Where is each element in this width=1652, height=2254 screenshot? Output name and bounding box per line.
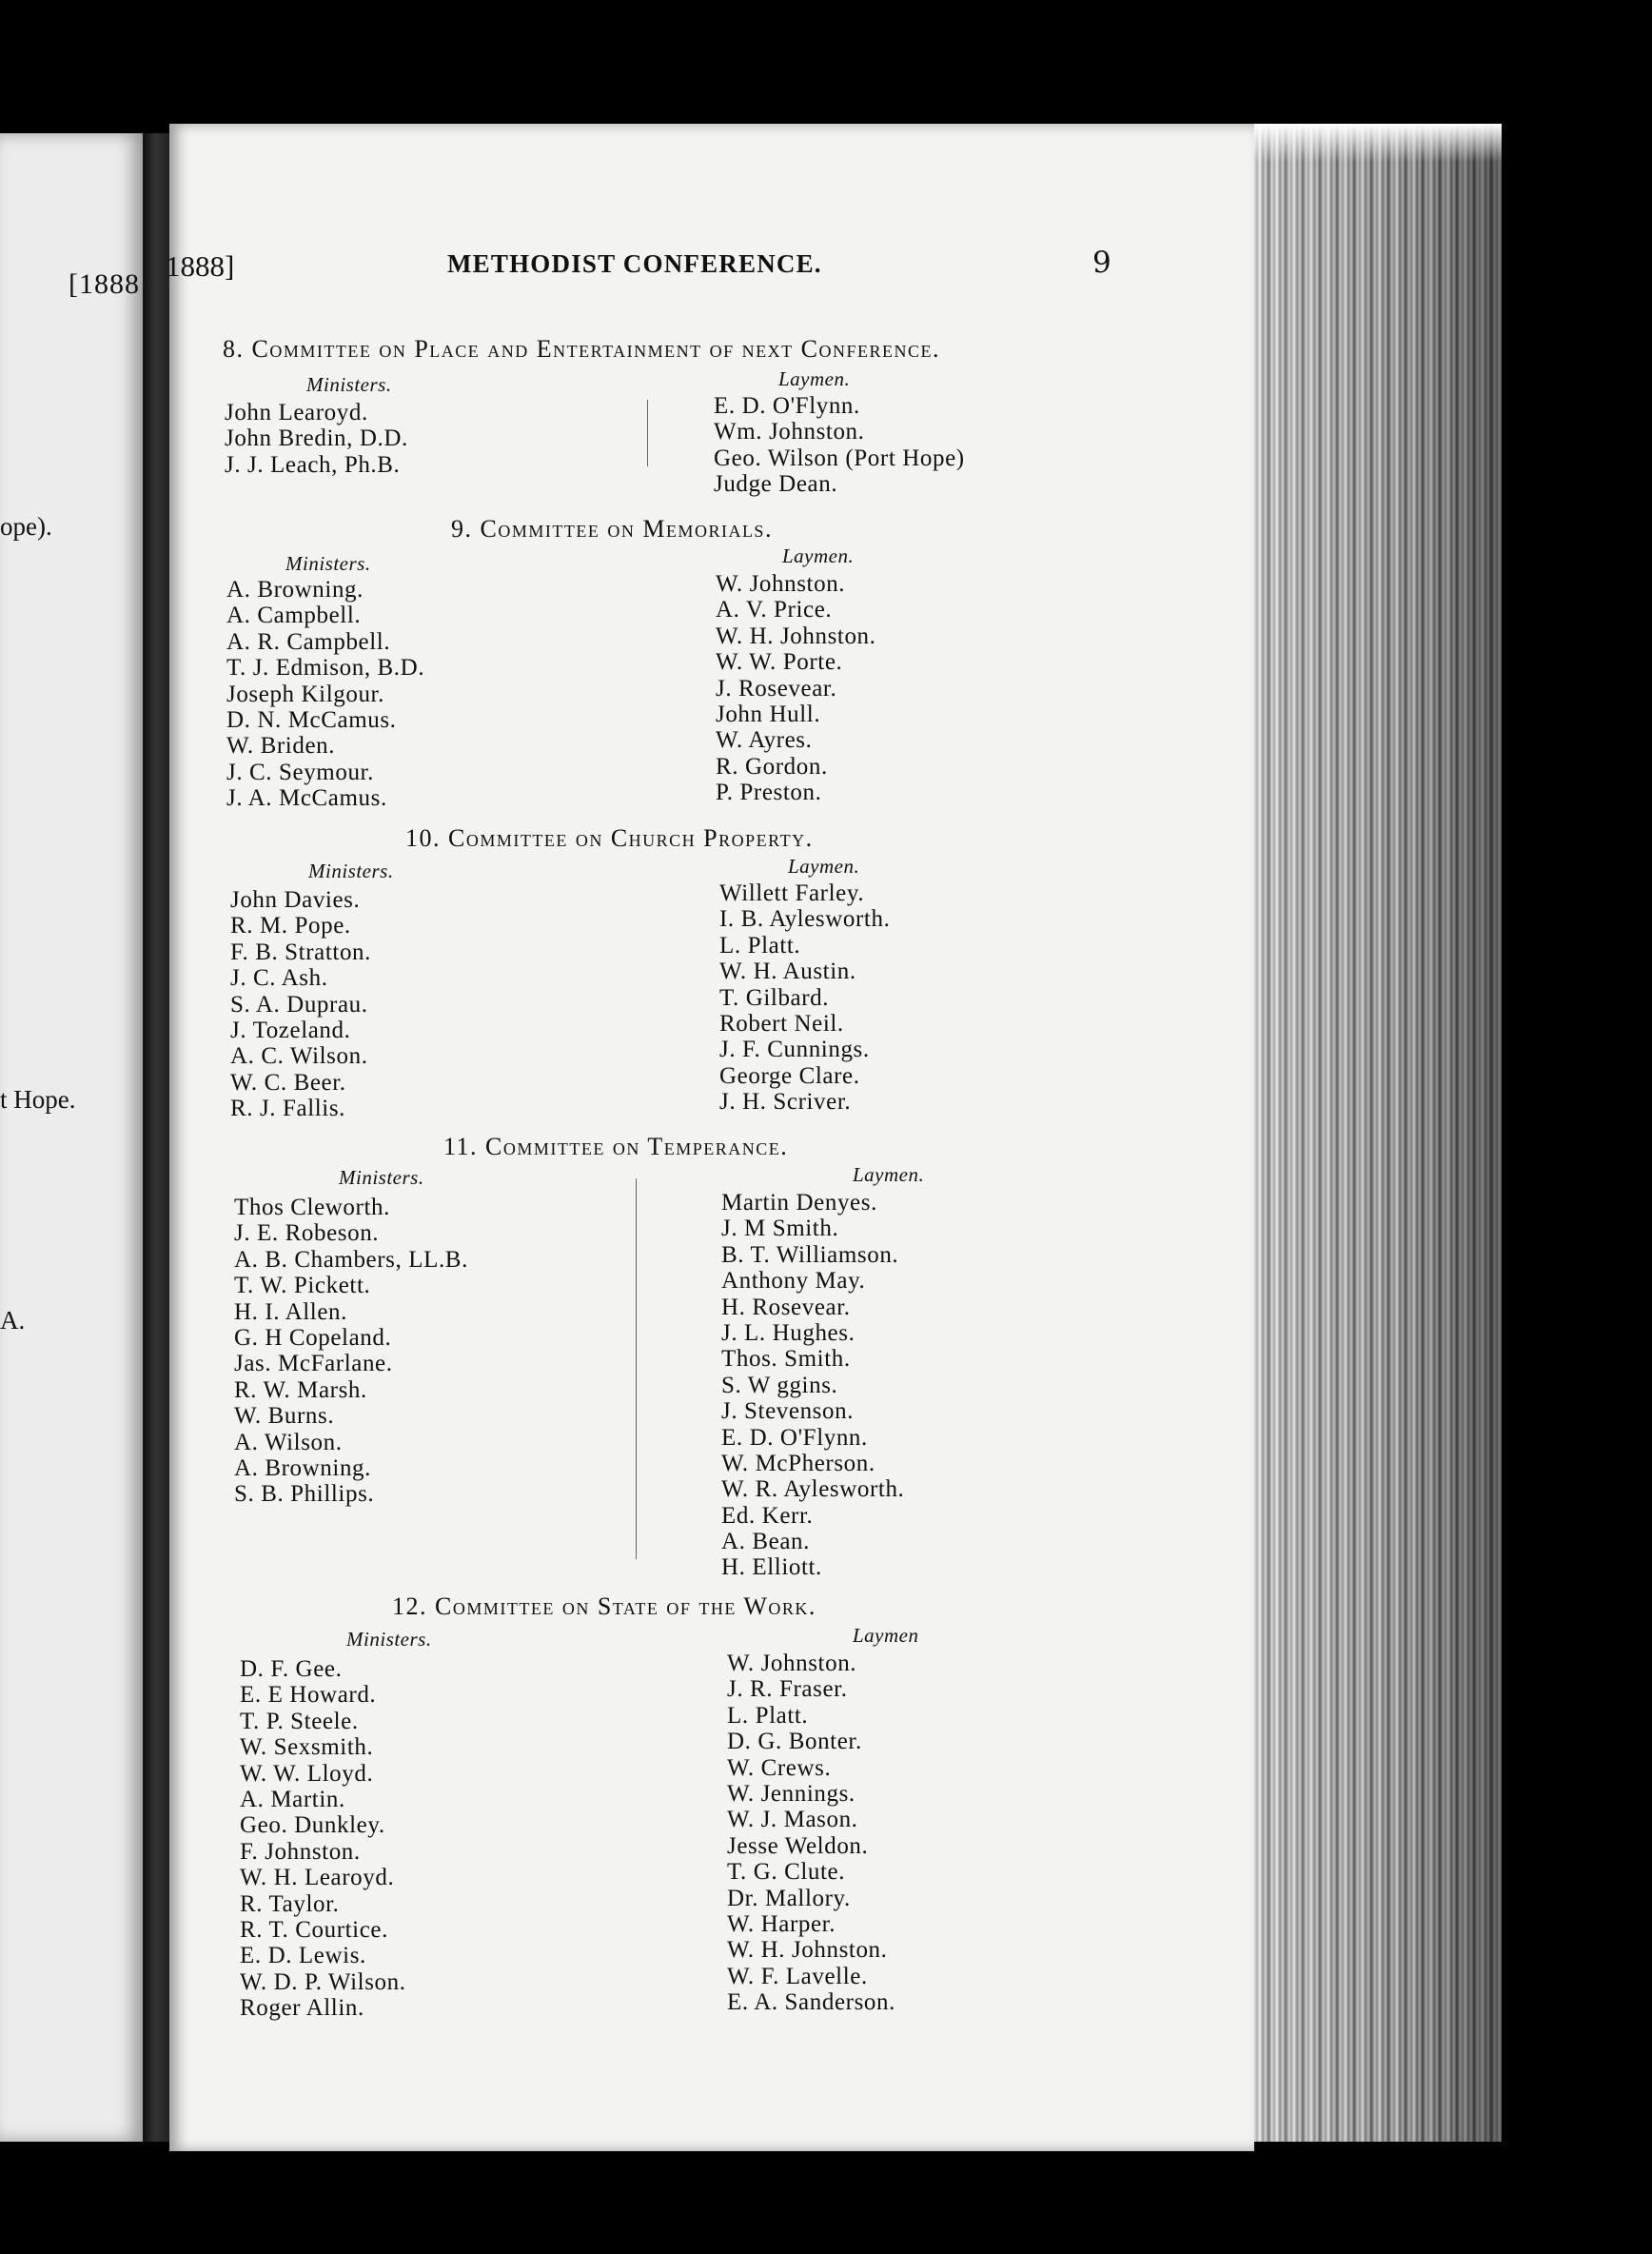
layman-name: John Hull.: [716, 701, 821, 727]
ministers-list: [240, 1656, 406, 2021]
minister-name: A. B. Chambers, LL.B.: [234, 1246, 468, 1273]
minister-name: Roger Allin.: [240, 1995, 364, 2022]
layman-name: H. Rosevear.: [721, 1294, 851, 1320]
minister-name: J. C. Ash.: [230, 965, 328, 992]
ministers-label: Ministers.: [306, 373, 392, 396]
page-number: 9: [1092, 246, 1111, 280]
laymen-list: [714, 393, 965, 498]
left-page-fragment: ope).: [0, 512, 52, 541]
layman-name: D. G. Bonter.: [727, 1729, 862, 1755]
laymen-label: Laymen: [853, 1624, 919, 1647]
committee-heading: 10. Committee on Church Property.: [405, 824, 814, 852]
minister-name: John Davies.: [230, 887, 361, 913]
layman-name: R. Gordon.: [716, 753, 828, 780]
laymen-list: [727, 1651, 895, 2015]
minister-name: W. H. Learoyd.: [240, 1865, 395, 1891]
left-page-fragment: A.: [0, 1306, 26, 1335]
minister-name: A. Campbell.: [226, 603, 362, 629]
minister-name: W. Sexsmith.: [240, 1734, 374, 1761]
minister-name: S. B. Phillips.: [234, 1481, 375, 1508]
layman-name: W. McPherson.: [721, 1450, 875, 1476]
minister-name: F. B. Stratton.: [230, 939, 371, 965]
ministers-label: Ministers.: [285, 552, 371, 575]
minister-name: Geo. Dunkley.: [240, 1812, 385, 1839]
layman-name: T. Gilbard.: [719, 984, 830, 1011]
layman-name: Judge Dean.: [714, 471, 838, 498]
laymen-label: Laymen.: [782, 544, 855, 567]
layman-name: W. J. Mason.: [727, 1807, 858, 1833]
layman-name: A. V. Price.: [716, 597, 833, 623]
layman-name: W. Crews.: [727, 1754, 832, 1781]
minister-name: T. P. Steele.: [240, 1708, 359, 1734]
page-edges: [1254, 124, 1502, 2142]
layman-name: Geo. Wilson (Port Hope): [714, 445, 965, 471]
minister-name: R. T. Courtice.: [240, 1916, 388, 1943]
layman-name: W. W. Porte.: [716, 649, 843, 676]
minister-name: E. E Howard.: [240, 1682, 377, 1709]
minister-name: G. H Copeland.: [234, 1324, 392, 1351]
minister-name: J. C. Seymour.: [226, 759, 374, 785]
layman-name: W. Harper.: [727, 1910, 836, 1937]
minister-name: A. Browning.: [234, 1454, 372, 1481]
laymen-list: [719, 880, 890, 1116]
minister-name: W. Briden.: [226, 733, 336, 760]
laymen-label: Laymen.: [788, 855, 860, 878]
minister-name: J. J. Leach, Ph.B.: [225, 451, 401, 478]
minister-name: W. C. Beer.: [230, 1069, 346, 1096]
layman-name: A. Bean.: [721, 1529, 810, 1555]
column-divider: [647, 400, 648, 466]
minister-name: John Bredin, D.D.: [225, 425, 408, 452]
layman-name: W. Johnston.: [716, 571, 846, 597]
minister-name: A. C. Wilson.: [230, 1043, 368, 1070]
ministers-list: [225, 400, 408, 478]
minister-name: A. Martin.: [240, 1786, 345, 1812]
layman-name: E. A. Sanderson.: [727, 1989, 895, 2016]
layman-name: Anthony May.: [721, 1268, 866, 1295]
layman-name: J. Stevenson.: [721, 1398, 855, 1425]
layman-name: J. Rosevear.: [716, 675, 837, 702]
minister-name: W. Burns.: [234, 1403, 335, 1430]
layman-name: L. Platt.: [719, 932, 801, 959]
layman-name: W. R. Aylesworth.: [721, 1476, 905, 1503]
minister-name: J. A. McCamus.: [226, 785, 387, 812]
layman-name: Ed. Kerr.: [721, 1502, 814, 1529]
minister-name: J. Tozeland.: [230, 1017, 351, 1043]
column-divider: [636, 1178, 637, 1559]
minister-name: S. A. Duprau.: [230, 991, 368, 1018]
layman-name: J. R. Fraser.: [727, 1676, 848, 1703]
layman-name: L. Platt.: [727, 1702, 809, 1729]
layman-name: J. F. Cunnings.: [719, 1037, 870, 1063]
committee-heading: 8. Committee on Place and Entertainment of next Conference.: [223, 335, 940, 363]
layman-name: Willett Farley.: [719, 880, 865, 906]
laymen-list: [716, 571, 876, 806]
layman-name: J. M Smith.: [721, 1216, 839, 1242]
committee-heading: 11. Committee on Temperance.: [443, 1133, 789, 1160]
layman-name: E. D. O'Flynn.: [714, 393, 860, 419]
ministers-label: Ministers.: [339, 1166, 424, 1189]
minister-name: A. Browning.: [226, 577, 364, 603]
layman-name: Thos. Smith.: [721, 1346, 851, 1373]
laymen-label: Laymen.: [853, 1163, 925, 1186]
layman-name: W. F. Lavelle.: [727, 1963, 868, 1989]
ministers-list: [230, 887, 371, 1122]
minister-name: R. J. Fallis.: [230, 1096, 346, 1122]
minister-name: T. W. Pickett.: [234, 1273, 371, 1299]
layman-name: P. Preston.: [716, 780, 822, 806]
minister-name: A. Wilson.: [234, 1429, 343, 1455]
layman-name: W. Jennings.: [727, 1780, 856, 1807]
minister-name: T. J. Edmison, B.D.: [226, 655, 425, 682]
minister-name: E. D. Lewis.: [240, 1943, 366, 1969]
layman-name: Martin Denyes.: [721, 1190, 877, 1216]
minister-name: R. Taylor.: [240, 1890, 340, 1917]
ministers-list: [234, 1195, 468, 1508]
layman-name: H. Elliott.: [721, 1554, 822, 1581]
layman-name: W. H. Austin.: [719, 959, 856, 985]
minister-name: W. W. Lloyd.: [240, 1760, 374, 1787]
minister-name: W. D. P. Wilson.: [240, 1968, 406, 1995]
minister-name: H. I. Allen.: [234, 1298, 347, 1325]
minister-name: Thos Cleworth.: [234, 1195, 390, 1220]
laymen-label: Laymen.: [778, 367, 851, 390]
ministers-list: [226, 577, 424, 812]
minister-name: John Learoyd.: [225, 400, 368, 425]
left-page-header: [1888: [69, 268, 140, 300]
layman-name: S. W ggins.: [721, 1372, 838, 1398]
minister-name: A. R. Campbell.: [226, 628, 391, 655]
layman-name: I. B. Aylesworth.: [719, 906, 891, 933]
committee-heading: 9. Committee on Memorials.: [451, 515, 773, 543]
layman-name: W. H. Johnston.: [716, 623, 876, 649]
minister-name: Jas. McFarlane.: [234, 1351, 393, 1377]
ministers-label: Ministers.: [308, 860, 394, 882]
layman-name: Dr. Mallory.: [727, 1885, 851, 1911]
running-header-year: 1888]: [166, 249, 235, 283]
layman-name: Robert Neil.: [719, 1010, 844, 1037]
minister-name: R. M. Pope.: [230, 913, 351, 939]
layman-name: B. T. Williamson.: [721, 1241, 899, 1268]
layman-name: W. Johnston.: [727, 1651, 857, 1676]
minister-name: D. N. McCamus.: [226, 706, 397, 733]
minister-name: F. Johnston.: [240, 1838, 361, 1865]
minister-name: D. F. Gee.: [240, 1656, 343, 1682]
minister-name: J. E. Robeson.: [234, 1220, 380, 1247]
layman-name: George Clare.: [719, 1062, 860, 1089]
left-page-fragment: t Hope.: [0, 1085, 76, 1114]
layman-name: T. G. Clute.: [727, 1859, 846, 1886]
layman-name: W. Ayres.: [716, 727, 813, 754]
laymen-list: [721, 1190, 904, 1581]
layman-name: J. L. Hughes.: [721, 1319, 856, 1346]
committee-heading: 12. Committee on State of the Work.: [392, 1592, 816, 1620]
minister-name: R. W. Marsh.: [234, 1376, 367, 1403]
layman-name: W. H. Johnston.: [727, 1937, 888, 1964]
layman-name: Jesse Weldon.: [727, 1832, 869, 1859]
ministers-label: Ministers.: [346, 1628, 432, 1651]
running-header-title: METHODIST CONFERENCE.: [447, 249, 822, 278]
layman-name: E. D. O'Flynn.: [721, 1424, 868, 1451]
layman-name: J. H. Scriver.: [719, 1089, 852, 1116]
left-facing-page: [0, 133, 143, 2142]
minister-name: Joseph Kilgour.: [226, 681, 384, 707]
layman-name: Wm. Johnston.: [714, 419, 865, 445]
